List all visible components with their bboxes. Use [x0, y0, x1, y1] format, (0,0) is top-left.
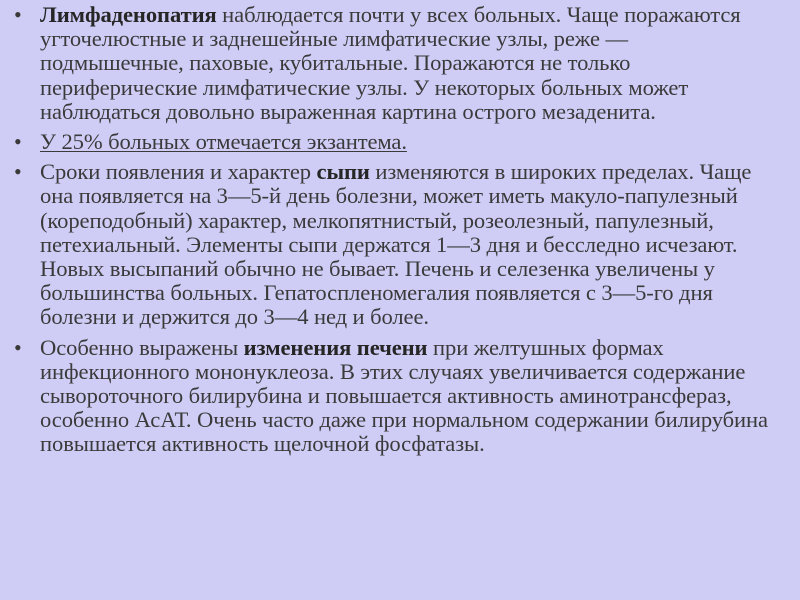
bullet-rash	[14, 160, 774, 329]
bullet-text: наблюдается почти у всех больных. Чаще поражаются угточелюстные и заднешейные лимфатические узлы, реже — подмышечные, паховые, кубитальные. Поражаются не только периферические лимфатические узлы. У некоторых больных может наблюдаться довольно выраженная картина острого мезаденита.	[40, 2, 741, 124]
bullet-bold-term: сыпи	[316, 159, 370, 185]
bullet-text-before: Сроки появления и характер	[40, 159, 317, 185]
bullet-list	[14, 3, 774, 457]
bullet-marker: •	[14, 334, 22, 360]
bullet-text-after: при желтушных формах инфекционного мононуклеоза. В этих случаях увеличивается содержание сывороточного билирубина и повышается активность аминотрансфераз, особенно АсАТ. Очень часто даже при нормальном содержании билирубина повышается активность щелочной фосфатазы.	[40, 334, 768, 457]
bullet-text-after: изменяются в широких пределах. Чаще она появляется на 3—5-й день болезни, может иметь макуло-папулезный (кореподобный) характер, мелкопятнистый, розеолезный, папулезный, петехиальный. Элементы сыпи держатся 1—3 дня и бесследно исчезают. Новых высыпаний обычно не бывает. Печень и селезенка увеличены у большинства больных. Гепатоспленомегалия появляется с 3—5-го дня болезни и держится до 3—4 нед и более.	[40, 159, 752, 330]
bullet-underlined-text: У 25% больных отмечается экзантема.	[40, 129, 407, 155]
bullet-lymphadenopathy	[14, 3, 774, 124]
bullet-text-before: Особенно выражены	[40, 334, 244, 360]
bullet-marker: •	[14, 2, 22, 27]
bullet-exanthema	[14, 130, 774, 154]
bullet-marker: •	[14, 129, 22, 155]
bullet-bold-term: Лимфаденопатия	[40, 2, 217, 27]
bullet-liver-changes	[14, 336, 774, 457]
bullet-bold-term: изменения печени	[243, 334, 428, 360]
bullet-marker: •	[14, 159, 22, 185]
